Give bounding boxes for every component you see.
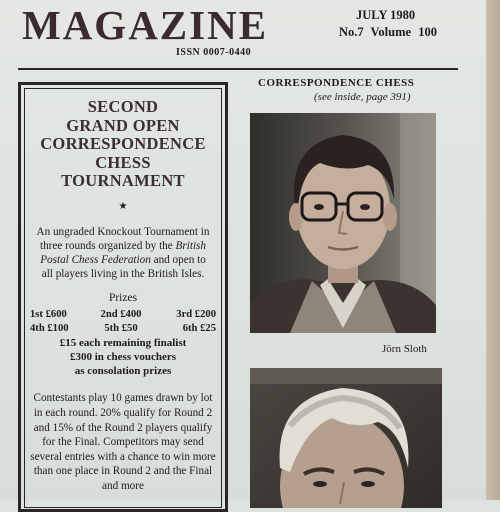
prize-item: 5th £50	[104, 323, 138, 335]
tournament-intro	[28, 225, 218, 282]
prize-item: 3rd £200	[176, 309, 216, 321]
finalist-prize: £15 each remaining finalist	[59, 337, 187, 350]
heading-line: CHESS	[95, 152, 151, 172]
tournament-heading	[28, 98, 218, 191]
feature-title: CORRESPONDENCE CHESS	[258, 77, 415, 89]
feature-subtitle	[314, 91, 411, 103]
voucher-prize: £300 in chess vouchers	[69, 351, 177, 364]
issue-date: JULY 1980	[356, 8, 416, 22]
prize-item: 1st £600	[30, 309, 67, 321]
page-edge	[486, 0, 500, 500]
portrait-image	[250, 113, 436, 333]
heading-line: GRAND OPEN	[66, 115, 180, 135]
portrait-image	[250, 368, 442, 508]
prize-item: 2nd £400	[100, 309, 142, 321]
issue-volume: No.7 Volume 100	[339, 25, 437, 39]
tournament-rules: Contestants play 10 games drawn by lot in each round. 20% qualify for Round 2 and 15% of the Round 2 players qualify for the Final. Competitors may send several entries with a chance to win more than one place in Round 2 and the Final and more	[30, 392, 216, 492]
heading-line: SECOND	[87, 97, 159, 116]
heading-line: CORRESPONDENCE	[40, 134, 206, 153]
masthead-title: MAGAZINE	[22, 2, 269, 48]
tournament-announcement	[28, 98, 218, 493]
photo-caption: Jörn Sloth	[382, 343, 427, 355]
prize-item: 4th £100	[30, 323, 69, 335]
prize-row	[28, 322, 218, 336]
prize-list	[28, 308, 218, 378]
intro-text: An ungraded Knockout Tournament in three rounds organized by the	[36, 225, 210, 252]
portrait-photo-jorn-sloth	[250, 113, 436, 333]
portrait-photo-second-player	[250, 368, 442, 508]
masthead-rule	[18, 68, 458, 70]
intro-text-end: and open to all players living in the British Isles.	[41, 253, 206, 281]
prize-item: 6th £25	[182, 323, 216, 335]
prizes-title: Prizes	[108, 292, 138, 305]
consolation-note: as consolation prizes	[74, 365, 172, 378]
organizer-name: British Postal Chess Federation	[40, 239, 207, 266]
star-separator-icon: ★	[118, 200, 128, 212]
heading-line: TOURNAMENT	[61, 171, 185, 190]
page-reference: (see inside, page 391)	[314, 91, 411, 103]
issn-number: ISSN 0007-0440	[176, 47, 252, 58]
prize-row	[28, 308, 218, 322]
